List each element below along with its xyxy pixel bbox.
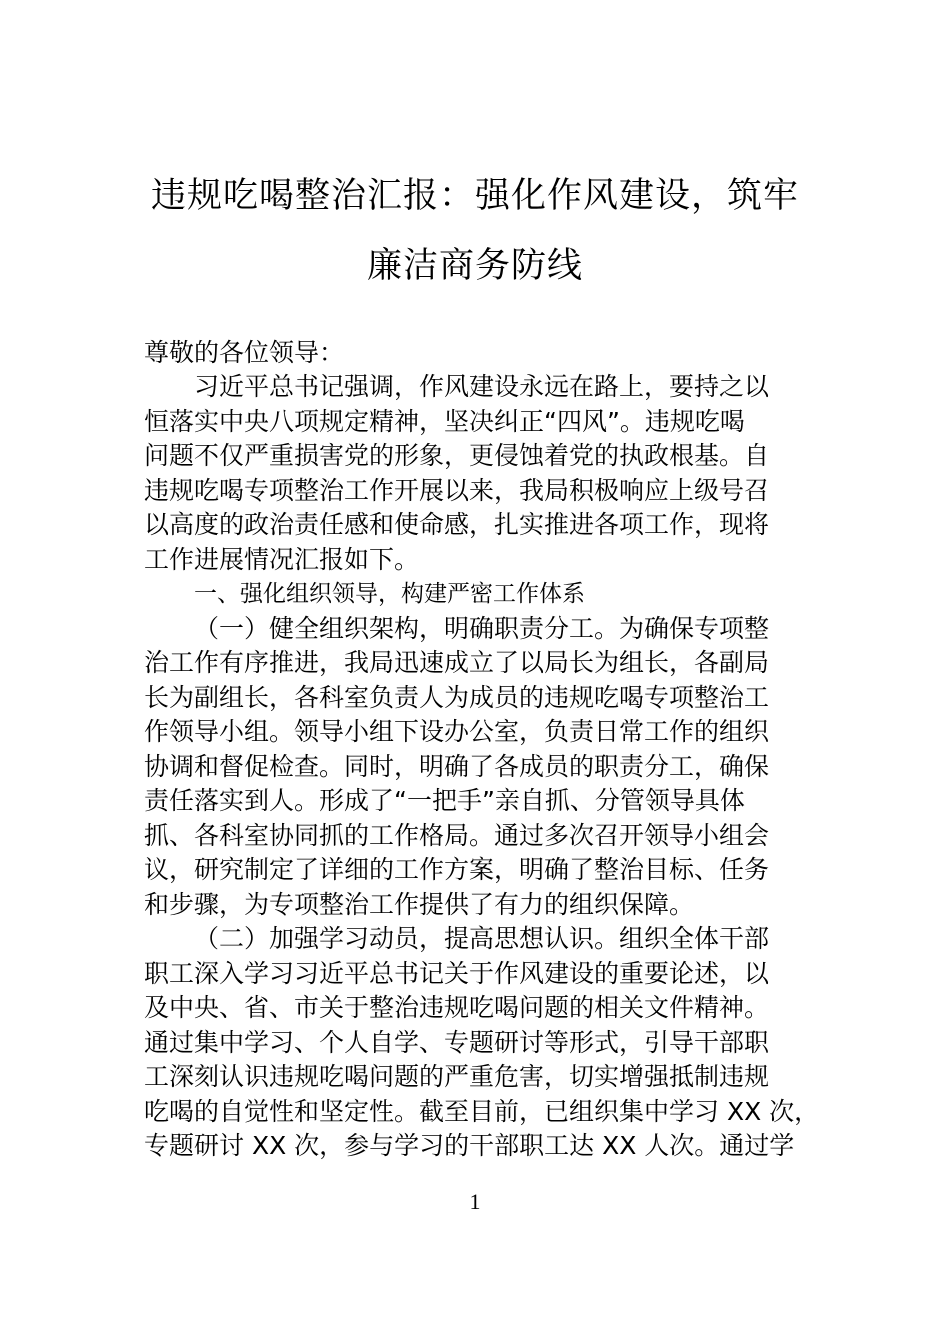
text-line: 和步骤，为专项整治工作提供了有力的组织保障。 — [144, 889, 695, 919]
salutation: 尊敬的各位领导： — [144, 338, 345, 367]
text-line: 恒落实中央八项规定精神，坚决纠正“四风”。违规吃喝 — [144, 406, 745, 436]
text-line: 协调和督促检查。同时，明确了各成员的职责分工，确保 — [144, 751, 770, 781]
text-line: 习近平总书记强调，作风建设永远在路上，要持之以 — [194, 372, 770, 401]
text-line: 工作进展情况汇报如下。 — [144, 544, 420, 574]
text-line: 作领导小组。领导小组下设办公室，负责日常工作的组织 — [144, 717, 770, 746]
text-line: 以高度的政治责任感和使命感，扎实推进各项工作，现将 — [144, 510, 770, 539]
section-heading: 一、强化组织领导，构建严密工作体系 — [194, 581, 585, 607]
text-line: （二）加强学习动员，提高思想认识。组织全体干部 — [194, 924, 770, 953]
page-number: 1 — [469, 1189, 481, 1214]
body-text — [144, 370, 820, 1164]
text-line: 及中央、省、市关于整治违规吃喝问题的相关文件精神。 — [144, 993, 770, 1022]
text-line: 问题不仅严重损害党的形象，更侵蚀着党的执政根基。自 — [144, 441, 770, 470]
text-line: 专题研讨 XX 次，参与学习的干部职工达 XX 人次。通过学 — [144, 1131, 795, 1160]
text-line: 抓、各科室协同抓的工作格局。通过多次召开领导小组会 — [144, 820, 770, 850]
document-title-line-1: 违规吃喝整治汇报：强化作风建设，筑牢 — [150, 176, 799, 216]
document-title-line-2: 廉洁商务防线 — [366, 246, 583, 286]
text-line: 工深刻认识违规吃喝问题的严重危害，切实增强抵制违规 — [144, 1062, 770, 1091]
text-line: 长为副组长，各科室负责人为成员的违规吃喝专项整治工 — [144, 682, 770, 712]
text-line: 违规吃喝专项整治工作开展以来，我局积极响应上级号召 — [144, 475, 770, 505]
text-line: （一）健全组织架构，明确职责分工。为确保专项整 — [194, 613, 770, 643]
text-line: 通过集中学习、个人自学、专题研讨等形式，引导干部职 — [144, 1027, 770, 1057]
text-line: 责任落实到人。形成了“一把手”亲自抓、分管领导具体 — [144, 786, 745, 815]
text-line: 治工作有序推进，我局迅速成立了以局长为组长，各副局 — [144, 648, 770, 677]
text-line: 吃喝的自觉性和坚定性。截至目前，已组织集中学习 XX 次， — [144, 1096, 820, 1126]
text-line: 职工深入学习习近平总书记关于作风建设的重要论述，以 — [144, 958, 770, 988]
text-line: 议，研究制定了详细的工作方案，明确了整治目标、任务 — [144, 855, 770, 884]
